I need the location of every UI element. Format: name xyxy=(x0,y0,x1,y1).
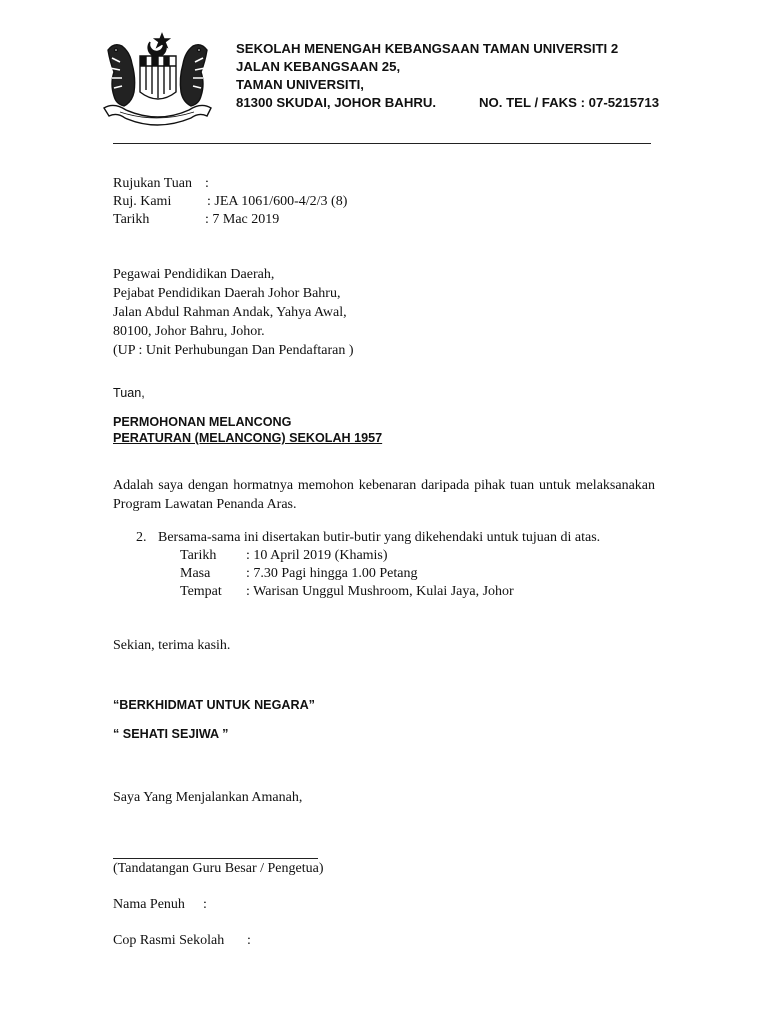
ruj-kami-value: : JEA 1061/600-4/2/3 (8) xyxy=(207,194,348,209)
cop-rasmi-row xyxy=(113,933,251,949)
body-paragraph: Adalah saya dengan hormatnya memohon kebenaran daripada pihak tuan untuk melaksanakan Program Lawatan Penanda Aras. xyxy=(113,478,655,512)
detail-row xyxy=(180,584,514,600)
header-divider xyxy=(113,143,651,144)
ref-rujukan-tuan xyxy=(113,176,209,192)
tarikh-value: : 7 Mac 2019 xyxy=(205,212,280,227)
signature-line xyxy=(113,858,318,859)
detail-row xyxy=(180,548,388,564)
ruj-kami-label: Ruj. Kami xyxy=(113,194,172,209)
detail-value: : 10 April 2019 (Khamis) xyxy=(246,548,388,563)
signature-caption: (Tandatangan Guru Besar / Pengetua) xyxy=(113,861,324,876)
rujukan-tuan-label: Rujukan Tuan xyxy=(113,176,192,191)
school-letterhead xyxy=(236,40,660,112)
detail-value: : Warisan Unggul Mushroom, Kulai Jaya, Johor xyxy=(246,584,514,599)
malaysia-coat-of-arms-icon xyxy=(100,28,215,128)
telephone-fax: NO. TEL / FAKS : 07-5215713 xyxy=(479,95,660,110)
ref-ruj-kami xyxy=(113,194,347,210)
closing-line: Sekian, terima kasih. xyxy=(113,638,231,653)
recipient-address xyxy=(113,265,354,360)
detail-label: Masa xyxy=(180,566,211,581)
cop-rasmi-label: Cop Rasmi Sekolah xyxy=(113,933,225,948)
detail-label: Tarikh xyxy=(180,548,217,563)
recipient-line: Jalan Abdul Rahman Andak, Yahya Awal, xyxy=(113,305,347,320)
item-text: Bersama-sama ini disertakan butir-butir yang dikehendaki untuk tujuan di atas. xyxy=(158,530,601,545)
nama-penuh-label: Nama Penuh xyxy=(113,897,185,912)
detail-row xyxy=(180,566,418,582)
rujukan-tuan-value: : xyxy=(205,176,209,191)
recipient-line: Pegawai Pendidikan Daerah, xyxy=(113,267,275,282)
detail-label: Tempat xyxy=(180,584,222,599)
school-name: SEKOLAH MENENGAH KEBANGSAAN TAMAN UNIVERSITI 2 xyxy=(236,41,619,56)
nama-penuh-value: : xyxy=(203,897,207,912)
tarikh-label: Tarikh xyxy=(113,212,150,227)
address-line-area: TAMAN UNIVERSITI, xyxy=(236,77,364,92)
nama-penuh-row xyxy=(113,897,207,913)
ref-tarikh xyxy=(113,212,279,228)
motto-sehati-sejiwa: “ SEHATI SEJIWA ” xyxy=(113,727,229,741)
detail-value: : 7.30 Pagi hingga 1.00 Petang xyxy=(246,566,418,581)
recipient-line: Pejabat Pendidikan Daerah Johor Bahru, xyxy=(113,286,341,301)
address-line-postcode: 81300 SKUDAI, JOHOR BAHRU. xyxy=(236,95,437,110)
trust-line: Saya Yang Menjalankan Amanah, xyxy=(113,790,303,805)
cop-rasmi-value: : xyxy=(247,933,251,948)
recipient-line: (UP : Unit Perhubungan Dan Pendaftaran ) xyxy=(113,343,354,358)
address-line-street: JALAN KEBANGSAAN 25, xyxy=(236,59,401,74)
recipient-line: 80100, Johor Bahru, Johor. xyxy=(113,324,265,339)
salutation: Tuan, xyxy=(113,386,145,400)
item-number: 2. xyxy=(136,530,147,545)
motto-berkhidmat: “BERKHIDMAT UNTUK NEGARA” xyxy=(113,698,315,712)
subject-line-1: PERMOHONAN MELANCONG xyxy=(113,415,292,429)
subject-line-2: PERATURAN (MELANCONG) SEKOLAH 1957 xyxy=(113,431,383,445)
